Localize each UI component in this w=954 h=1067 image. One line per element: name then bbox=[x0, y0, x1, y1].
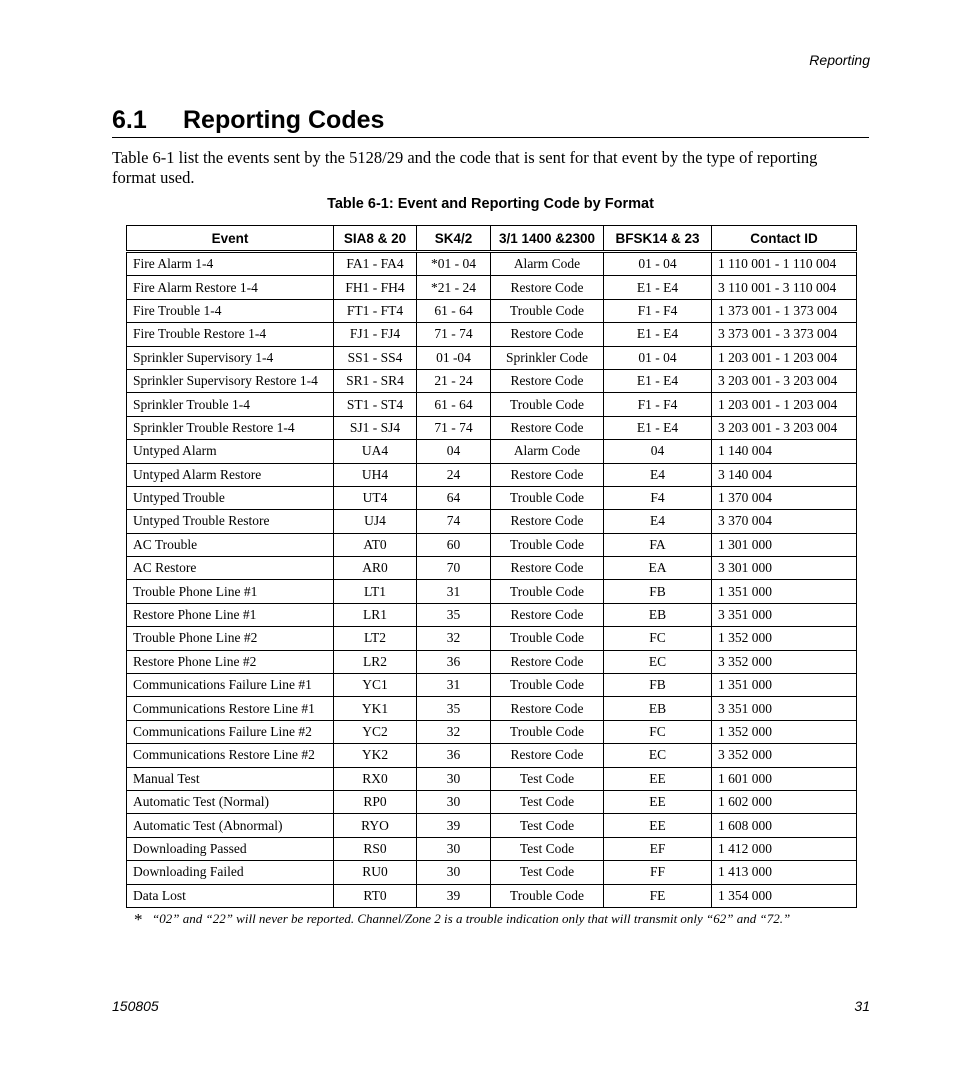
table-cell: Trouble Code bbox=[491, 627, 604, 650]
table-cell: 3 370 004 bbox=[712, 510, 857, 533]
table-cell: Fire Trouble Restore 1-4 bbox=[127, 323, 334, 346]
table-cell: EB bbox=[604, 603, 712, 626]
table-cell: 1 203 001 - 1 203 004 bbox=[712, 393, 857, 416]
table-cell: F1 - F4 bbox=[604, 393, 712, 416]
table-cell: Trouble Phone Line #1 bbox=[127, 580, 334, 603]
table-cell: FF bbox=[604, 861, 712, 884]
table-cell: FJ1 - FJ4 bbox=[334, 323, 417, 346]
table-cell: 31 bbox=[417, 580, 491, 603]
table-cell: 32 bbox=[417, 627, 491, 650]
table-cell: Trouble Code bbox=[491, 299, 604, 322]
table-row bbox=[127, 790, 857, 813]
table-row bbox=[127, 744, 857, 767]
header-row bbox=[127, 226, 857, 252]
table-cell: 71 - 74 bbox=[417, 416, 491, 439]
table-row bbox=[127, 440, 857, 463]
table-cell: 1 352 000 bbox=[712, 720, 857, 743]
table-cell: E1 - E4 bbox=[604, 276, 712, 299]
reporting-codes-table bbox=[126, 225, 857, 908]
table-row bbox=[127, 580, 857, 603]
table-cell: 64 bbox=[417, 486, 491, 509]
table-cell: Sprinkler Code bbox=[491, 346, 604, 369]
table-row bbox=[127, 720, 857, 743]
table-cell: YC1 bbox=[334, 674, 417, 697]
table-row bbox=[127, 276, 857, 299]
table-cell: Test Code bbox=[491, 790, 604, 813]
table-row bbox=[127, 650, 857, 673]
table-cell: RX0 bbox=[334, 767, 417, 790]
table-cell: Test Code bbox=[491, 861, 604, 884]
table-cell: EE bbox=[604, 767, 712, 790]
table-row bbox=[127, 837, 857, 860]
table-cell: 30 bbox=[417, 837, 491, 860]
table-cell: YK2 bbox=[334, 744, 417, 767]
table-cell: Trouble Code bbox=[491, 533, 604, 556]
table-cell: Untyped Alarm Restore bbox=[127, 463, 334, 486]
table-cell: Untyped Alarm bbox=[127, 440, 334, 463]
table-cell: RT0 bbox=[334, 884, 417, 907]
table-row bbox=[127, 252, 857, 276]
footnote bbox=[134, 910, 874, 930]
table-cell: E4 bbox=[604, 510, 712, 533]
table-cell: UA4 bbox=[334, 440, 417, 463]
table-body bbox=[127, 252, 857, 908]
table-cell: EF bbox=[604, 837, 712, 860]
table-cell: FB bbox=[604, 674, 712, 697]
table-cell: Data Lost bbox=[127, 884, 334, 907]
section-number: 6.1 bbox=[112, 106, 147, 134]
table-cell: 24 bbox=[417, 463, 491, 486]
table-row bbox=[127, 767, 857, 790]
table-cell: EE bbox=[604, 814, 712, 837]
table-cell: 01 -04 bbox=[417, 346, 491, 369]
table-cell: Trouble Code bbox=[491, 884, 604, 907]
table-cell: SJ1 - SJ4 bbox=[334, 416, 417, 439]
section-heading bbox=[112, 103, 869, 138]
table-cell: Trouble Code bbox=[491, 486, 604, 509]
table-row bbox=[127, 323, 857, 346]
table-cell: Trouble Code bbox=[491, 393, 604, 416]
table-cell: 01 - 04 bbox=[604, 252, 712, 276]
table-cell: Test Code bbox=[491, 837, 604, 860]
table-cell: AC Trouble bbox=[127, 533, 334, 556]
column-header-sk: SK4/2 bbox=[417, 226, 491, 252]
table-cell: Fire Trouble 1-4 bbox=[127, 299, 334, 322]
table-cell: 1 203 001 - 1 203 004 bbox=[712, 346, 857, 369]
table-cell: 3 203 001 - 3 203 004 bbox=[712, 369, 857, 392]
table-cell: 21 - 24 bbox=[417, 369, 491, 392]
table-cell: 1 354 000 bbox=[712, 884, 857, 907]
table-cell: Restore Phone Line #2 bbox=[127, 650, 334, 673]
table-cell: UT4 bbox=[334, 486, 417, 509]
table-cell: Restore Code bbox=[491, 697, 604, 720]
table-cell: LT1 bbox=[334, 580, 417, 603]
table-header bbox=[127, 226, 857, 252]
table-cell: 1 608 000 bbox=[712, 814, 857, 837]
table-cell: 04 bbox=[604, 440, 712, 463]
table-row bbox=[127, 510, 857, 533]
table-cell: Restore Phone Line #1 bbox=[127, 603, 334, 626]
table-cell: Communications Restore Line #2 bbox=[127, 744, 334, 767]
table-cell: EC bbox=[604, 744, 712, 767]
table-cell: 3 301 000 bbox=[712, 557, 857, 580]
table-row bbox=[127, 814, 857, 837]
table-cell: FT1 - FT4 bbox=[334, 299, 417, 322]
table-cell: Downloading Passed bbox=[127, 837, 334, 860]
table-cell: Communications Failure Line #1 bbox=[127, 674, 334, 697]
table-cell: 30 bbox=[417, 767, 491, 790]
table-cell: EE bbox=[604, 790, 712, 813]
table-cell: 1 110 001 - 1 110 004 bbox=[712, 252, 857, 276]
table-cell: FC bbox=[604, 720, 712, 743]
table-cell: AC Restore bbox=[127, 557, 334, 580]
table-row bbox=[127, 627, 857, 650]
table-cell: 39 bbox=[417, 884, 491, 907]
table-cell: 71 - 74 bbox=[417, 323, 491, 346]
table-row bbox=[127, 603, 857, 626]
table-cell: 3 351 000 bbox=[712, 603, 857, 626]
table-cell: RP0 bbox=[334, 790, 417, 813]
table-cell: 61 - 64 bbox=[417, 393, 491, 416]
table-row bbox=[127, 486, 857, 509]
table-row bbox=[127, 884, 857, 907]
table-cell: Restore Code bbox=[491, 650, 604, 673]
table-cell: 3 352 000 bbox=[712, 650, 857, 673]
table-cell: 1 601 000 bbox=[712, 767, 857, 790]
table-cell: Sprinkler Trouble Restore 1-4 bbox=[127, 416, 334, 439]
table-cell: Downloading Failed bbox=[127, 861, 334, 884]
table-cell: 1 352 000 bbox=[712, 627, 857, 650]
table-cell: 3 351 000 bbox=[712, 697, 857, 720]
table-cell: 01 - 04 bbox=[604, 346, 712, 369]
table-row bbox=[127, 533, 857, 556]
table-cell: EB bbox=[604, 697, 712, 720]
table-cell: ST1 - ST4 bbox=[334, 393, 417, 416]
table-cell: Fire Alarm 1-4 bbox=[127, 252, 334, 276]
table-cell: UJ4 bbox=[334, 510, 417, 533]
table-cell: 30 bbox=[417, 790, 491, 813]
running-header: Reporting bbox=[809, 52, 870, 68]
table-cell: SS1 - SS4 bbox=[334, 346, 417, 369]
table-cell: RYO bbox=[334, 814, 417, 837]
table-cell: 30 bbox=[417, 861, 491, 884]
table-cell: FB bbox=[604, 580, 712, 603]
table-cell: AR0 bbox=[334, 557, 417, 580]
column-header-contact-id: Contact ID bbox=[712, 226, 857, 252]
table-cell: 35 bbox=[417, 697, 491, 720]
table-cell: Trouble Code bbox=[491, 580, 604, 603]
table-cell: FH1 - FH4 bbox=[334, 276, 417, 299]
table-cell: F1 - F4 bbox=[604, 299, 712, 322]
table-cell: 39 bbox=[417, 814, 491, 837]
table-cell: EA bbox=[604, 557, 712, 580]
table-cell: 32 bbox=[417, 720, 491, 743]
table-cell: Trouble Code bbox=[491, 720, 604, 743]
table-cell: Sprinkler Trouble 1-4 bbox=[127, 393, 334, 416]
table-cell: Trouble Phone Line #2 bbox=[127, 627, 334, 650]
table-cell: 1 602 000 bbox=[712, 790, 857, 813]
table-cell: Automatic Test (Abnormal) bbox=[127, 814, 334, 837]
table-cell: RS0 bbox=[334, 837, 417, 860]
table-cell: *01 - 04 bbox=[417, 252, 491, 276]
table-cell: E1 - E4 bbox=[604, 323, 712, 346]
footnote-marker: * bbox=[134, 910, 143, 929]
table-cell: Alarm Code bbox=[491, 440, 604, 463]
table-cell: 1 301 000 bbox=[712, 533, 857, 556]
table-cell: AT0 bbox=[334, 533, 417, 556]
table-cell: 1 351 000 bbox=[712, 674, 857, 697]
table-caption: Table 6-1: Event and Reporting Code by Format bbox=[327, 196, 654, 212]
table-cell: Untyped Trouble bbox=[127, 486, 334, 509]
table-cell: SR1 - SR4 bbox=[334, 369, 417, 392]
table-cell: Test Code bbox=[491, 814, 604, 837]
table-cell: 3 203 001 - 3 203 004 bbox=[712, 416, 857, 439]
table-cell: Restore Code bbox=[491, 744, 604, 767]
table-cell: *21 - 24 bbox=[417, 276, 491, 299]
table-cell: Communications Restore Line #1 bbox=[127, 697, 334, 720]
page-number: 31 bbox=[854, 998, 870, 1014]
table-cell: 1 412 000 bbox=[712, 837, 857, 860]
table-cell: 1 351 000 bbox=[712, 580, 857, 603]
table-cell: Manual Test bbox=[127, 767, 334, 790]
table-cell: 35 bbox=[417, 603, 491, 626]
table-cell: Restore Code bbox=[491, 416, 604, 439]
table-cell: 31 bbox=[417, 674, 491, 697]
table-cell: E1 - E4 bbox=[604, 369, 712, 392]
table-cell: F4 bbox=[604, 486, 712, 509]
table-cell: 36 bbox=[417, 650, 491, 673]
table-cell: 61 - 64 bbox=[417, 299, 491, 322]
table-cell: Test Code bbox=[491, 767, 604, 790]
table-cell: 1 413 000 bbox=[712, 861, 857, 884]
table-cell: E1 - E4 bbox=[604, 416, 712, 439]
table-row bbox=[127, 299, 857, 322]
table-cell: E4 bbox=[604, 463, 712, 486]
table-row bbox=[127, 697, 857, 720]
table-cell: Alarm Code bbox=[491, 252, 604, 276]
document-number: 150805 bbox=[112, 998, 159, 1014]
table-cell: YK1 bbox=[334, 697, 417, 720]
table-cell: FA1 - FA4 bbox=[334, 252, 417, 276]
table-cell: FA bbox=[604, 533, 712, 556]
table-cell: Restore Code bbox=[491, 603, 604, 626]
table-cell: YC2 bbox=[334, 720, 417, 743]
table-cell: Fire Alarm Restore 1-4 bbox=[127, 276, 334, 299]
table-cell: 3 352 000 bbox=[712, 744, 857, 767]
table-cell: 3 110 001 - 3 110 004 bbox=[712, 276, 857, 299]
table-cell: Automatic Test (Normal) bbox=[127, 790, 334, 813]
table-row bbox=[127, 369, 857, 392]
table-cell: Restore Code bbox=[491, 369, 604, 392]
section-title: Reporting Codes bbox=[183, 106, 385, 134]
column-header-sia: SIA8 & 20 bbox=[334, 226, 417, 252]
table-cell: FE bbox=[604, 884, 712, 907]
table-cell: Communications Failure Line #2 bbox=[127, 720, 334, 743]
column-header-event: Event bbox=[127, 226, 334, 252]
table-cell: Restore Code bbox=[491, 557, 604, 580]
footnote-text: “02” and “22” will never be reported. Channel/Zone 2 is a trouble indication only that will transmit only “62” and “72.” bbox=[152, 911, 791, 926]
intro-paragraph: Table 6-1 list the events sent by the 5128/29 and the code that is sent for that event by the type of reporting format used. bbox=[112, 148, 818, 187]
table-cell: Sprinkler Supervisory 1-4 bbox=[127, 346, 334, 369]
table-cell: 60 bbox=[417, 533, 491, 556]
table-cell: 70 bbox=[417, 557, 491, 580]
table-row bbox=[127, 674, 857, 697]
table-cell: 36 bbox=[417, 744, 491, 767]
table-cell: Restore Code bbox=[491, 463, 604, 486]
table-row bbox=[127, 393, 857, 416]
table-cell: UH4 bbox=[334, 463, 417, 486]
table-row bbox=[127, 346, 857, 369]
table-cell: Restore Code bbox=[491, 510, 604, 533]
table-cell: 1 140 004 bbox=[712, 440, 857, 463]
table-cell: FC bbox=[604, 627, 712, 650]
table-cell: Restore Code bbox=[491, 276, 604, 299]
table-cell: LR1 bbox=[334, 603, 417, 626]
table-cell: Restore Code bbox=[491, 323, 604, 346]
table-cell: Untyped Trouble Restore bbox=[127, 510, 334, 533]
table-cell: 3 140 004 bbox=[712, 463, 857, 486]
table-cell: 1 373 001 - 1 373 004 bbox=[712, 299, 857, 322]
table-cell: EC bbox=[604, 650, 712, 673]
table-cell: Sprinkler Supervisory Restore 1-4 bbox=[127, 369, 334, 392]
table-cell: LR2 bbox=[334, 650, 417, 673]
table-cell: RU0 bbox=[334, 861, 417, 884]
table-cell: LT2 bbox=[334, 627, 417, 650]
table-row bbox=[127, 463, 857, 486]
table-cell: Trouble Code bbox=[491, 674, 604, 697]
table-cell: 74 bbox=[417, 510, 491, 533]
column-header-bfsk: BFSK14 & 23 bbox=[604, 226, 712, 252]
table-row bbox=[127, 557, 857, 580]
table-cell: 04 bbox=[417, 440, 491, 463]
table-row bbox=[127, 861, 857, 884]
table-row bbox=[127, 416, 857, 439]
table-cell: 3 373 001 - 3 373 004 bbox=[712, 323, 857, 346]
table-cell: 1 370 004 bbox=[712, 486, 857, 509]
column-header-3-1: 3/1 1400 &2300 bbox=[491, 226, 604, 252]
